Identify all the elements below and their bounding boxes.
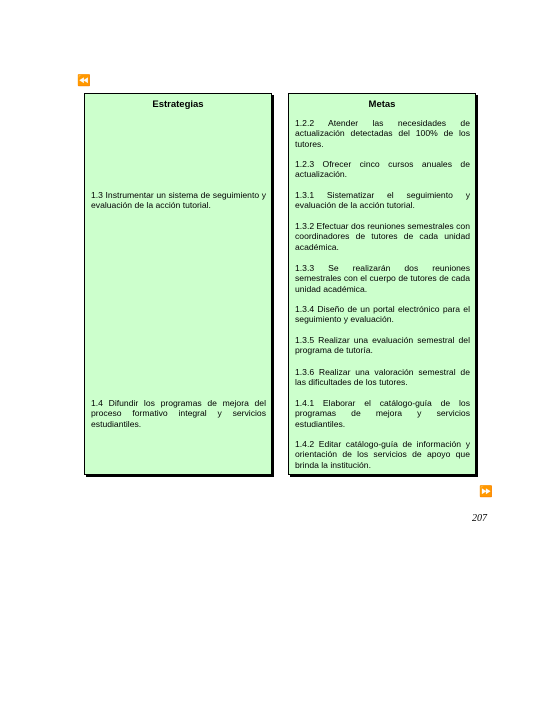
goal-item: 1.2.3 Ofrecer cinco cursos anuales de actualización. (295, 159, 470, 180)
page-number: 207 (472, 513, 487, 524)
goal-item: 1.3.5 Realizar una evaluación semestral del programa de tutoría. (295, 335, 470, 356)
goal-item: 1.2.2 Atender las necesidades de actualización detectadas del 100% de los tutores. (295, 118, 470, 149)
strategy-item: 1.3 Instrumentar un sistema de seguimiento y evaluación de la acción tutorial. (91, 190, 266, 211)
goal-item: 1.3.3 Se realizarán dos reuniones semestrales con el cuerpo de tutores de cada unidad académica. (295, 263, 470, 294)
strategies-column (84, 93, 272, 475)
goal-item: 1.3.1 Sistematizar el seguimiento y evaluación de la acción tutorial. (295, 190, 470, 211)
previous-page-icon[interactable]: ⏪ (77, 75, 91, 87)
goals-column (288, 93, 476, 475)
strategies-header: Estrategias (152, 99, 204, 110)
goal-item: 1.4.2 Editar catálogo-guía de información y orientación de los servicios de apoyo que brinda la institución. (295, 439, 470, 470)
goal-item: 1.4.1 Elaborar el catálogo-guía de los programas de mejora y servicios estudiantiles. (295, 398, 470, 429)
goals-header: Metas (368, 99, 396, 110)
goal-item: 1.3.4 Diseño de un portal electrónico para el seguimiento y evaluación. (295, 304, 470, 325)
next-page-icon[interactable]: ⏩ (479, 486, 493, 498)
goal-item: 1.3.2 Efectuar dos reuniones semestrales con coordinadores de tutores de cada unidad académica. (295, 221, 470, 252)
goal-item: 1.3.6 Realizar una valoración semestral de las dificultades de los tutores. (295, 367, 470, 388)
strategy-item: 1.4 Difundir los programas de mejora del proceso formativo integral y servicios estudiantiles. (91, 398, 266, 429)
